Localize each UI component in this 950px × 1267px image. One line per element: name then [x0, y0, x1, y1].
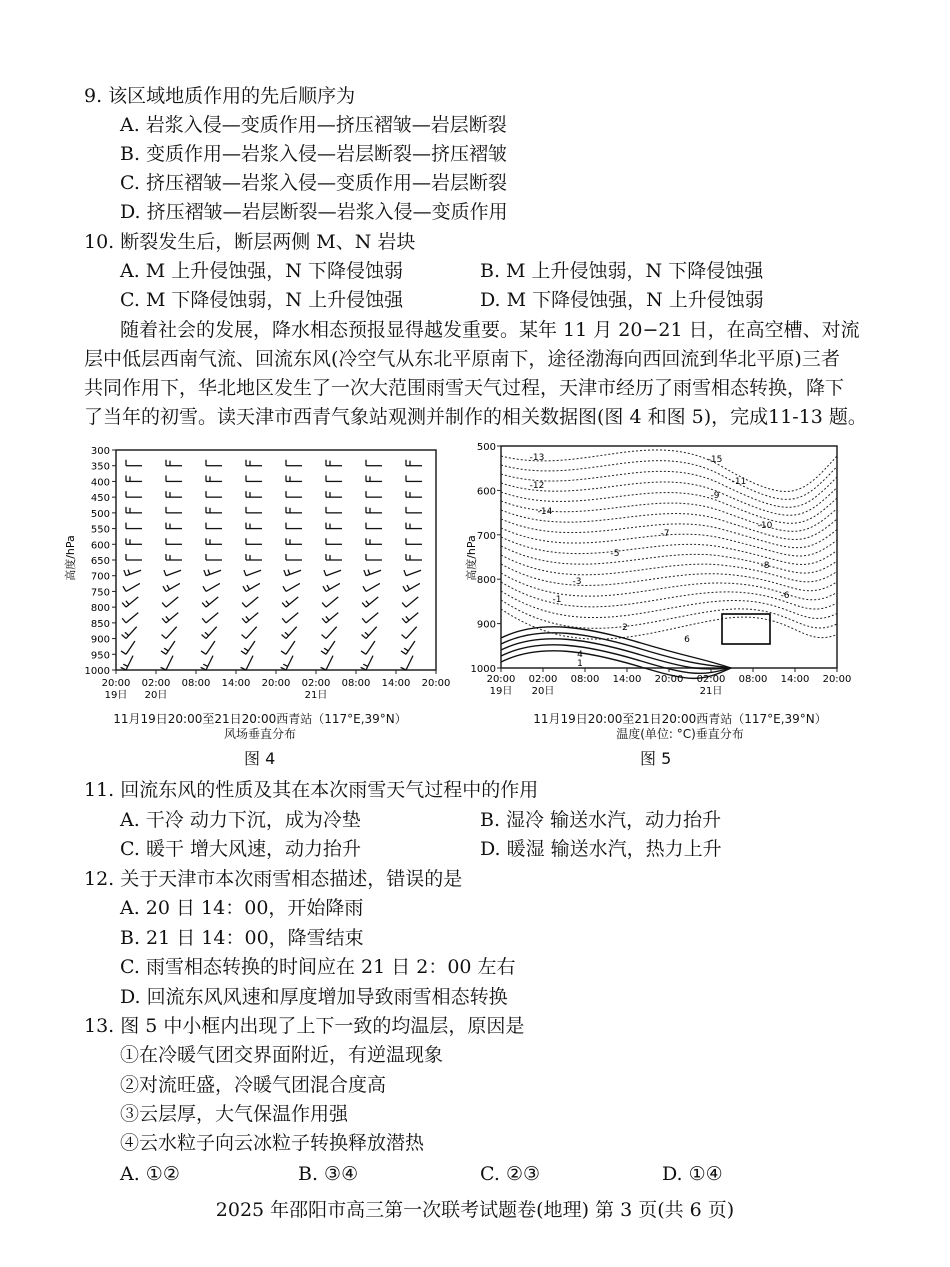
wind-barb [281, 653, 293, 670]
figure-5-xtick: 20:00 [822, 674, 852, 685]
figure-4-xdate: 19日 [104, 690, 128, 701]
contour-label: -11 [731, 477, 747, 487]
wind-barb [321, 653, 333, 670]
contour-label: -12 [529, 481, 545, 491]
wind-barb [361, 653, 373, 670]
figure-5-xtick: 14:00 [612, 674, 642, 685]
wind-barb [242, 608, 258, 623]
q13-option-b: B. ③④ [298, 1163, 359, 1185]
wind-barb [406, 507, 422, 513]
figure-5-ylabel: 高度/hPa [465, 535, 478, 581]
wind-barb [201, 638, 215, 655]
wind-barb [206, 475, 222, 481]
wind-barb [206, 507, 222, 513]
figure-4-ytick: 450 [90, 493, 110, 505]
wind-barb [366, 491, 382, 497]
figure-5-temperature-profile [465, 438, 885, 708]
isotherm-dashed [501, 471, 837, 507]
wind-barb [366, 507, 382, 513]
wind-barb [366, 538, 382, 544]
wind-barb [246, 507, 262, 513]
figure-4-ytick: 1000 [84, 666, 110, 677]
figure-4-xtick: 20:00 [421, 678, 451, 689]
contour-label: -7 [660, 529, 670, 539]
wind-barb [326, 507, 342, 513]
contour-label: 4 [577, 650, 583, 660]
wind-barb [286, 554, 302, 560]
figure-4-xtick: 14:00 [221, 678, 251, 689]
wind-barb [126, 554, 142, 560]
wind-barb [403, 578, 420, 591]
figure-4-ytick: 550 [90, 524, 110, 536]
wind-barb [122, 592, 138, 607]
wind-barb [166, 460, 182, 466]
passage-line-4: 了当年的初雪。读天津市西青气象站观测并制作的相关数据图(图 4 和图 5)，完成11-13 题。 [84, 406, 867, 428]
q11-option-b: B. 湿冷 输送水汽，动力抬升 [480, 809, 722, 831]
figure-5-ytick: 800 [476, 575, 496, 587]
figure-5-ytick: 900 [476, 619, 496, 631]
wind-barb [402, 623, 417, 639]
wind-barb [202, 623, 217, 639]
wind-barb [202, 608, 218, 623]
figure-5-ytick: 700 [476, 530, 496, 542]
contour-label: 6 [684, 635, 690, 645]
figure-4-caption-1: 11月19日20:00至21日20:00西青站（117°E,39°N） [113, 712, 407, 726]
wind-barb [166, 523, 182, 529]
q13-option-c: C. ②③ [480, 1163, 541, 1185]
isotherm-dashed [501, 600, 837, 628]
figure-4-ytick: 500 [90, 508, 110, 520]
figure-4-xtick: 08:00 [181, 678, 211, 689]
wind-barb [326, 523, 342, 529]
q13-option-a: A. ①② [120, 1163, 180, 1185]
wind-barb [126, 523, 142, 529]
contour-label: -1 [552, 595, 562, 605]
wind-barb [122, 608, 138, 623]
figure-5-xtick: 08:00 [738, 674, 768, 685]
q13-item-1: ①在冷暖气团交界面附近，有逆温现象 [120, 1044, 444, 1066]
wind-barb [206, 460, 222, 466]
wind-barb [282, 592, 298, 607]
wind-barb [126, 491, 142, 497]
figure-5-ytick: 600 [476, 486, 496, 498]
wind-barb [206, 523, 222, 529]
wind-barb [166, 538, 182, 544]
wind-barb [202, 592, 218, 607]
contour-label: -13 [529, 453, 545, 463]
q11-stem: 11. 回流东风的性质及其在本次雨雪天气过程中的作用 [84, 779, 539, 801]
figure-4-xdate: 20日 [144, 690, 168, 701]
wind-barb [126, 475, 142, 481]
wind-barb [406, 460, 422, 466]
q9-stem: 9. 该区域地质作用的先后顺序为 [84, 85, 356, 107]
q10-option-c: C. M 下降侵蚀弱，N 上升侵蚀强 [120, 289, 404, 311]
wind-barb [201, 653, 213, 670]
wind-barb [242, 592, 258, 607]
wind-barb [362, 608, 378, 623]
wind-barb [286, 475, 302, 481]
wind-barb [406, 554, 422, 560]
wind-barb [246, 475, 262, 481]
wind-barb [161, 638, 175, 655]
q13-item-4: ④云水粒子向云冰粒子转换释放潜热 [120, 1132, 425, 1154]
wind-barb [281, 638, 295, 655]
figure-4-ytick: 400 [90, 477, 110, 489]
wind-barb [246, 523, 262, 529]
wind-barb [401, 653, 413, 670]
figure-4-label: 图 4 [244, 749, 276, 768]
wind-barb [366, 554, 382, 560]
isotherm-dashed [501, 564, 837, 591]
wind-barb [161, 653, 173, 670]
contour-label: -6 [780, 591, 790, 601]
figure-5-chart [465, 438, 885, 708]
figure-4-ytick: 900 [90, 634, 110, 646]
wind-barb [286, 491, 302, 497]
wind-barb [246, 554, 262, 560]
isotherm-dashed [501, 546, 837, 573]
figure-5-ytick: 500 [476, 442, 496, 453]
figure-4-ytick: 300 [90, 446, 110, 457]
q9-option-b: B. 变质作用—岩浆入侵—岩层断裂—挤压褶皱 [120, 143, 508, 165]
wind-barb [283, 578, 300, 591]
figure-4-chart [60, 438, 460, 708]
figure-5-frame [501, 446, 837, 668]
isotherm-dashed [501, 461, 837, 500]
contour-label: -8 [760, 561, 770, 571]
wind-barb [363, 578, 380, 591]
wind-barb [162, 592, 178, 607]
wind-barb [121, 653, 133, 670]
figure-4-xtick: 20:00 [101, 678, 131, 689]
wind-barb [204, 565, 221, 576]
wind-barb [163, 578, 180, 591]
wind-barb [123, 578, 140, 591]
wind-barb [326, 460, 342, 466]
q11-option-c: C. 暖干 增大风速，动力抬升 [120, 838, 361, 860]
figure-4-ytick: 800 [90, 603, 110, 615]
q9-option-a: A. 岩浆入侵—变质作用—挤压褶皱—岩层断裂 [120, 114, 507, 136]
wind-barb [401, 638, 415, 655]
wind-barb [323, 578, 340, 591]
figure-5-xdate: 20日 [531, 686, 555, 697]
passage-line-3: 共同作用下，华北地区发生了一次大范围雨雪天气过程，天津市经历了雨雪相态转换，降下 [84, 377, 845, 399]
figure-4-xtick: 20:00 [261, 678, 291, 689]
isotherm-dashed [501, 609, 837, 639]
figure-4-xdate: 21日 [304, 690, 328, 701]
wind-barb [166, 507, 182, 513]
wind-barb [126, 460, 142, 466]
wind-barb [406, 491, 422, 497]
wind-barb [326, 554, 342, 560]
q12-option-d: D. 回流东风风速和厚度增加导致雨雪相态转换 [120, 986, 508, 1008]
isotherm-dashed [501, 450, 837, 491]
wind-barb [326, 538, 342, 544]
wind-barb [402, 608, 418, 623]
wind-barb [162, 623, 177, 639]
wind-barb [366, 460, 382, 466]
wind-barb [406, 475, 422, 481]
wind-barb [166, 475, 182, 481]
wind-barb [124, 565, 141, 576]
isotherm-solid [501, 645, 731, 674]
contour-label: -9 [710, 491, 720, 501]
wind-barb [206, 491, 222, 497]
q11-option-a: A. 干冷 动力下沉，成为冷垫 [120, 809, 361, 831]
wind-barb [404, 565, 421, 576]
figure-4-ytick: 650 [90, 556, 110, 567]
wind-barb [286, 460, 302, 466]
wind-barb [362, 592, 378, 607]
wind-barb [362, 623, 377, 639]
wind-barb [286, 507, 302, 513]
figure-4-ytick: 850 [90, 618, 110, 630]
q10-option-a: A. M 上升侵蚀强，N 下降侵蚀弱 [120, 260, 403, 282]
wind-barb [246, 460, 262, 466]
wind-barb [364, 565, 381, 576]
wind-barb [321, 638, 335, 655]
q10-stem: 10. 断裂发生后，断层两侧 M、N 岩块 [84, 231, 416, 253]
q11-option-d: D. 暖湿 输送水汽，热力上升 [480, 838, 722, 860]
contour-label: 2 [622, 623, 628, 633]
wind-barb [241, 653, 253, 670]
wind-barb [406, 523, 422, 529]
wind-barb [121, 638, 135, 655]
wind-barb [326, 475, 342, 481]
wind-barb [361, 638, 375, 655]
contour-label: -3 [572, 577, 582, 587]
figure-5-xtick: 02:00 [528, 674, 558, 685]
wind-barb [206, 554, 222, 560]
figure-4-ytick: 350 [90, 461, 110, 473]
figure-4-ytick: 700 [90, 571, 110, 583]
contour-label: -10 [757, 521, 773, 531]
isotherm-dashed [501, 537, 837, 564]
wind-barb [322, 623, 337, 639]
q12-stem: 12. 关于天津市本次雨雪相态描述，错误的是 [84, 868, 463, 890]
figure-5-xtick: 20:00 [486, 674, 516, 685]
wind-barb [402, 592, 418, 607]
wind-barb [366, 475, 382, 481]
wind-barb [126, 507, 142, 513]
q12-option-c: C. 雨雪相态转换的时间应在 21 日 2：00 左右 [120, 956, 516, 978]
figure-5-xtick: 08:00 [570, 674, 600, 685]
wind-barb [164, 565, 181, 576]
figure-5-caption-2: 温度(单位: °C)垂直分布 [616, 727, 744, 741]
figure-4-caption-2: 风场垂直分布 [223, 727, 296, 741]
figure-5-xtick: 20:00 [654, 674, 684, 685]
figure-4-ytick: 750 [90, 587, 110, 599]
q12-option-a: A. 20 日 14：00，开始降雨 [120, 897, 364, 919]
figure-4-wind-profile [60, 438, 460, 708]
figure-4-xtick: 14:00 [381, 678, 411, 689]
wind-barb [243, 578, 260, 591]
wind-barb [241, 638, 255, 655]
wind-barb [206, 538, 222, 544]
wind-barb [326, 491, 342, 497]
wind-barb [322, 592, 338, 607]
wind-barb [324, 565, 341, 576]
figure-4-ytick: 600 [90, 540, 110, 552]
wind-barb [322, 608, 338, 623]
q9-option-d: D. 挤压褶皱—岩层断裂—岩浆入侵—变质作用 [120, 201, 508, 223]
figure-5-label: 图 5 [640, 749, 672, 768]
figure-5-xdate: 21日 [699, 686, 723, 697]
figure-4-xtick: 02:00 [141, 678, 171, 689]
contour-label: -14 [537, 507, 553, 517]
figure-5-caption-1: 11月19日20:00至21日20:00西青站（117°E,39°N） [533, 712, 827, 726]
passage-line-1: 随着社会的发展，降水相态预报显得越发重要。某年 11 月 20−21 日，在高空槽、对流 [120, 319, 860, 341]
wind-barb [246, 491, 262, 497]
wind-barb [244, 565, 261, 576]
figure-5-xtick: 02:00 [696, 674, 726, 685]
wind-barb [286, 523, 302, 529]
wind-barb [166, 554, 182, 560]
figure-5-ytick: 1000 [470, 664, 496, 675]
wind-barb [282, 608, 298, 623]
passage-line-2: 层中低层西南气流、回流东风(冷空气从东北平原南下，途径渤海向西回流到华北平原)三者 [84, 348, 840, 370]
contour-label: -5 [610, 549, 620, 559]
wind-barb [203, 578, 220, 591]
figure-5-xdate: 19日 [489, 686, 513, 697]
page-footer: 2025 年邵阳市高三第一次联考试题卷(地理) 第 3 页(共 6 页) [215, 1199, 735, 1221]
q13-stem: 13. 图 5 中小框内出现了上下一致的均温层，原因是 [84, 1015, 525, 1037]
contour-label: 1 [577, 659, 583, 669]
isotherm-dashed [501, 555, 837, 582]
wind-barb [284, 565, 301, 576]
wind-barb [166, 491, 182, 497]
wind-barb [366, 523, 382, 529]
q9-option-c: C. 挤压褶皱—岩浆入侵—变质作用—岩层断裂 [120, 172, 507, 194]
figure-4-ylabel: 高度/hPa [64, 535, 77, 581]
q10-option-b: B. M 上升侵蚀弱，N 下降侵蚀强 [480, 260, 764, 282]
q13-item-3: ③云层厚，大气保温作用强 [120, 1103, 349, 1125]
figure-4-xtick: 02:00 [301, 678, 331, 689]
q10-option-d: D. M 下降侵蚀强，N 上升侵蚀弱 [480, 289, 764, 311]
wind-barb [286, 538, 302, 544]
contour-label: -15 [707, 455, 723, 465]
wind-barb [282, 623, 297, 639]
wind-barb [406, 538, 422, 544]
q12-option-b: B. 21 日 14：00，降雪结束 [120, 927, 364, 949]
wind-barb [242, 623, 257, 639]
figure-4-xtick: 08:00 [341, 678, 371, 689]
wind-barb [126, 538, 142, 544]
q13-option-d: D. ①④ [662, 1163, 723, 1185]
wind-barb [122, 623, 137, 639]
q13-item-2: ②对流旺盛，冷暖气团混合度高 [120, 1074, 387, 1096]
wind-barb [162, 608, 178, 623]
figure-4-ytick: 950 [90, 650, 110, 662]
wind-barb [246, 538, 262, 544]
figure-5-xtick: 14:00 [780, 674, 810, 685]
